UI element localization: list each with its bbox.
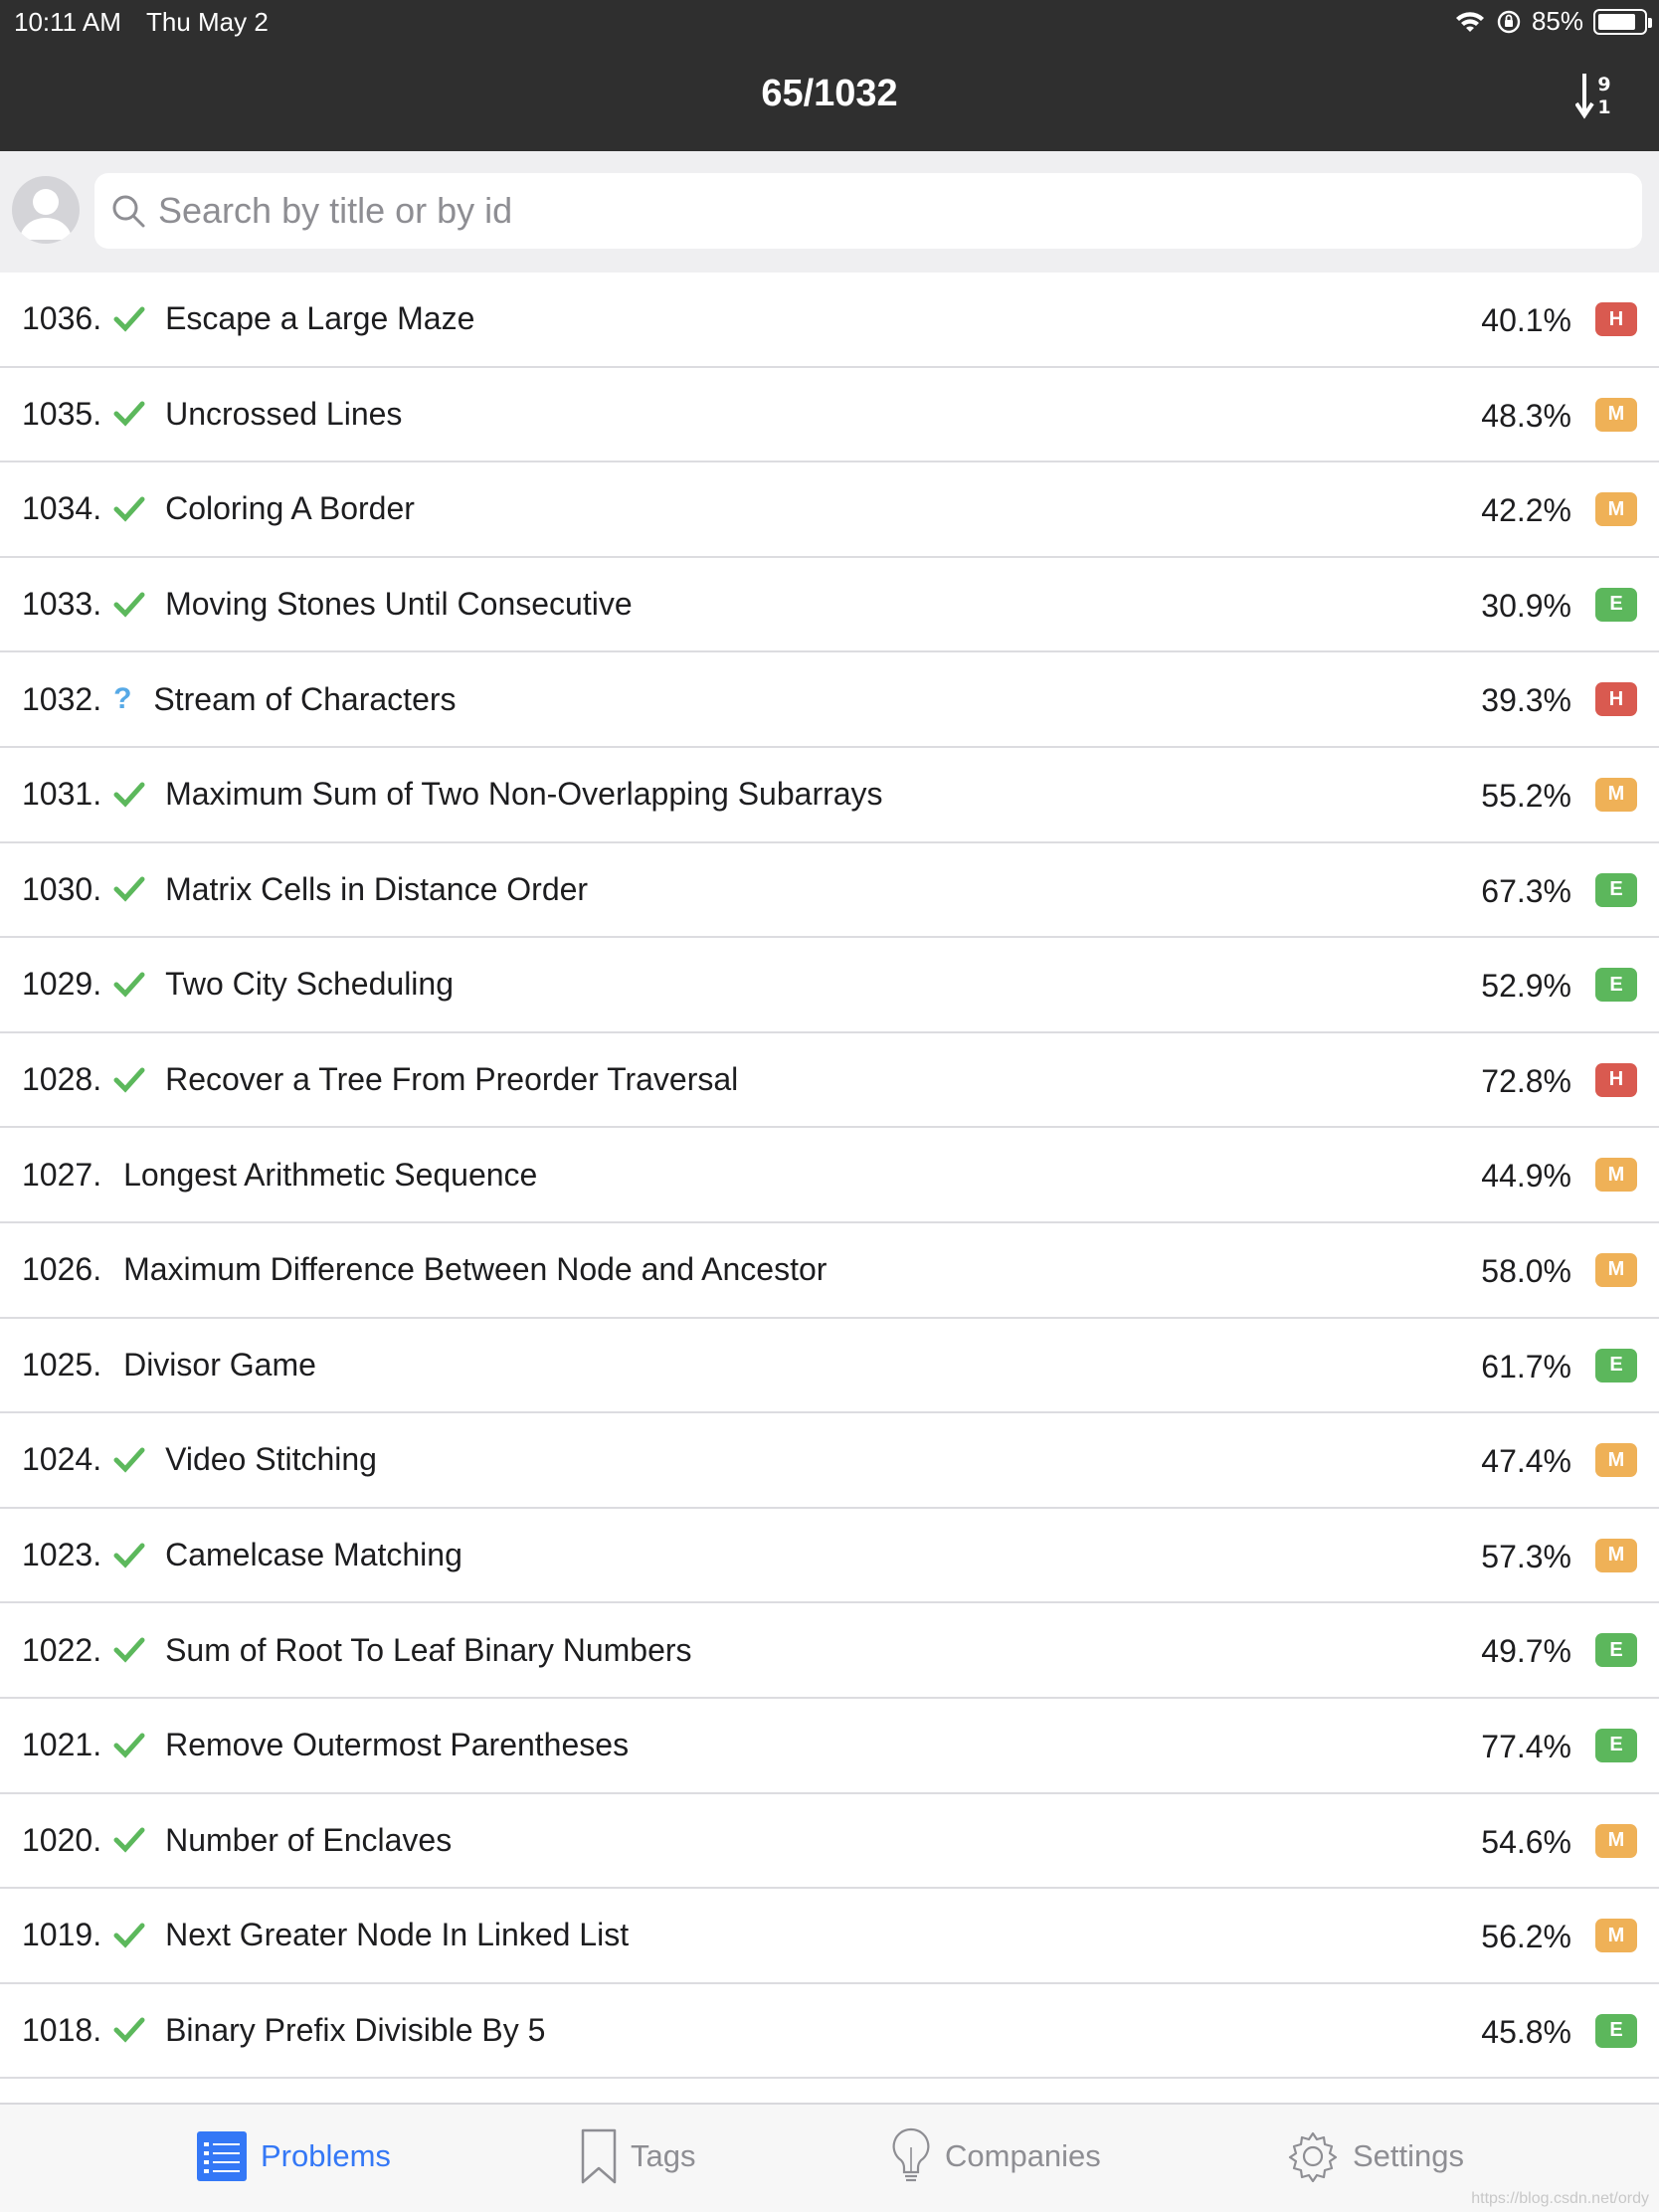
bookmark-icon [581,2128,617,2184]
table-row[interactable] [0,1794,1659,1890]
search-box[interactable] [94,173,1642,249]
avatar[interactable] [12,176,80,244]
tab-settings[interactable] [1287,2126,1464,2186]
difficulty-badge: M [1595,492,1637,526]
checkmark-icon [113,494,145,524]
tab-label: Tags [631,2138,696,2173]
table-row[interactable] [0,273,1659,368]
checkmark-icon [113,1445,145,1475]
acceptance-rate: 48.3% [1481,397,1571,434]
nav-title: 65/1032 [761,73,898,114]
problem-number: 1028. [22,1061,102,1098]
problem-number: 1035. [22,395,102,432]
problem-number: 1034. [22,490,102,527]
acceptance-rate: 44.9% [1481,1158,1571,1195]
sort-button[interactable] [1575,72,1619,119]
problem-title: Binary Prefix Divisible By 5 [165,2011,546,2048]
table-row[interactable] [0,558,1659,653]
search-icon [110,193,146,229]
acceptance-rate: 30.9% [1481,587,1571,624]
status-date: Thu May 2 [146,7,269,37]
gear-icon [1287,2130,1339,2182]
acceptance-rate: 55.2% [1481,777,1571,814]
table-row[interactable] [0,843,1659,939]
difficulty-badge: E [1595,968,1637,1002]
table-row[interactable] [0,462,1659,558]
difficulty-badge: M [1595,1919,1637,1952]
table-row[interactable] [0,1413,1659,1509]
problem-number: 1027. [22,1156,102,1193]
battery-icon [1593,9,1647,35]
difficulty-badge: E [1595,1729,1637,1762]
difficulty-badge: H [1595,1063,1637,1097]
search-area [0,151,1659,273]
checkmark-icon [113,590,145,620]
checkmark-icon [113,1825,145,1855]
list-icon [197,2131,247,2181]
checkmark-icon [113,970,145,1000]
problem-title: Uncrossed Lines [165,395,403,432]
checkmark-icon [113,1731,145,1760]
orientation-lock-icon [1496,9,1522,35]
acceptance-rate: 61.7% [1481,1348,1571,1384]
problem-number: 1021. [22,1727,102,1763]
problem-title: Next Greater Node In Linked List [165,1917,630,1953]
problem-number: 1024. [22,1441,102,1478]
checkmark-icon [113,399,145,429]
problem-title: Maximum Difference Between Node and Ancestor [123,1251,828,1288]
problem-number: 1019. [22,1917,102,1953]
difficulty-badge: M [1595,1253,1637,1287]
tab-tags[interactable] [581,2126,695,2186]
difficulty-badge: M [1595,1539,1637,1572]
battery-percent: 85% [1531,6,1583,36]
tab-label: Settings [1353,2138,1465,2173]
checkmark-icon [113,1541,145,1570]
table-row[interactable] [0,652,1659,748]
table-row[interactable] [0,1889,1659,1984]
problem-title: Remove Outermost Parentheses [165,1727,630,1763]
problem-title: Camelcase Matching [165,1537,462,1573]
problem-number: 1023. [22,1537,102,1573]
difficulty-badge: E [1595,1349,1637,1382]
problem-number: 1022. [22,1631,102,1668]
sort-numeric-descending-icon [1575,72,1619,119]
user-avatar-icon [12,176,80,244]
problem-number: 1020. [22,1821,102,1858]
table-row[interactable] [0,938,1659,1033]
checkmark-icon [113,780,145,810]
problem-title: Escape a Large Maze [165,300,475,337]
top-bar [0,0,1659,151]
problem-title: Video Stitching [165,1441,377,1478]
problem-title: Recover a Tree From Preorder Traversal [165,1061,739,1098]
acceptance-rate: 57.3% [1481,1538,1571,1574]
table-row[interactable] [0,1509,1659,1604]
difficulty-badge: H [1595,682,1637,716]
problem-title: Matrix Cells in Distance Order [165,870,589,907]
problem-number: 1032. [22,680,102,717]
problem-number: 1025. [22,1346,102,1382]
checkmark-icon [113,1635,145,1665]
difficulty-badge: E [1595,2014,1637,2048]
table-row[interactable] [0,1603,1659,1699]
problem-number: 1033. [22,586,102,623]
difficulty-badge: M [1595,1824,1637,1858]
tab-companies[interactable] [891,2126,1101,2186]
acceptance-rate: 42.2% [1481,492,1571,529]
problem-list [0,273,1659,2079]
acceptance-rate: 77.4% [1481,1728,1571,1764]
tab-label: Companies [945,2138,1101,2173]
difficulty-badge: H [1595,302,1637,336]
wifi-icon [1454,10,1486,34]
acceptance-rate: 47.4% [1481,1443,1571,1480]
acceptance-rate: 39.3% [1481,682,1571,719]
problem-title: Moving Stones Until Consecutive [165,586,633,623]
problem-number: 1029. [22,966,102,1003]
checkmark-icon [113,304,145,334]
table-row[interactable] [0,1033,1659,1129]
tab-bar [0,2103,1659,2212]
tab-problems[interactable] [197,2126,391,2186]
acceptance-rate: 40.1% [1481,302,1571,338]
problem-number: 1018. [22,2011,102,2048]
difficulty-badge: E [1595,1633,1637,1667]
table-row[interactable] [0,748,1659,843]
checkmark-icon [113,874,145,904]
difficulty-badge: E [1595,588,1637,622]
difficulty-badge: M [1595,778,1637,812]
checkmark-icon [113,1065,145,1095]
problem-title: Sum of Root To Leaf Binary Numbers [165,1631,692,1668]
problem-title: Two City Scheduling [165,966,454,1003]
table-row[interactable] [0,1699,1659,1794]
problem-title: Divisor Game [123,1346,316,1382]
acceptance-rate: 67.3% [1481,872,1571,909]
difficulty-badge: M [1595,1443,1637,1477]
question-mark-icon: ? [113,682,132,716]
table-row[interactable] [0,1223,1659,1319]
status-right [1454,6,1647,37]
acceptance-rate: 45.8% [1481,2013,1571,2050]
problem-title: Stream of Characters [153,680,457,717]
search-input[interactable] [94,173,1642,249]
status-bar [0,0,1659,44]
problem-number: 1030. [22,870,102,907]
acceptance-rate: 49.7% [1481,1633,1571,1670]
status-time: 10:11 AM [14,7,121,37]
tab-label: Problems [261,2138,391,2173]
problem-number: 1031. [22,776,102,813]
table-row[interactable] [0,368,1659,463]
acceptance-rate: 58.0% [1481,1252,1571,1289]
svg-text:1: 1 [1597,96,1611,118]
difficulty-badge: E [1595,873,1637,907]
table-row[interactable] [0,1984,1659,2080]
acceptance-rate: 72.8% [1481,1062,1571,1099]
difficulty-badge: M [1595,398,1637,432]
problem-title: Number of Enclaves [165,1821,453,1858]
checkmark-icon [113,1921,145,1950]
problem-title: Longest Arithmetic Sequence [123,1156,538,1193]
problem-title: Maximum Sum of Two Non-Overlapping Subarrays [165,776,883,813]
watermark: https://blog.csdn.net/ordy [1471,2190,1649,2207]
checkmark-icon [113,2015,145,2045]
problem-title: Coloring A Border [165,490,415,527]
difficulty-badge: M [1595,1158,1637,1192]
problem-number: 1026. [22,1251,102,1288]
svg-text:9: 9 [1597,74,1611,95]
acceptance-rate: 52.9% [1481,968,1571,1005]
lightbulb-icon [891,2127,931,2185]
table-row[interactable] [0,1319,1659,1414]
acceptance-rate: 54.6% [1481,1823,1571,1860]
acceptance-rate: 56.2% [1481,1919,1571,1955]
problem-number: 1036. [22,300,102,337]
table-row[interactable] [0,1128,1659,1223]
